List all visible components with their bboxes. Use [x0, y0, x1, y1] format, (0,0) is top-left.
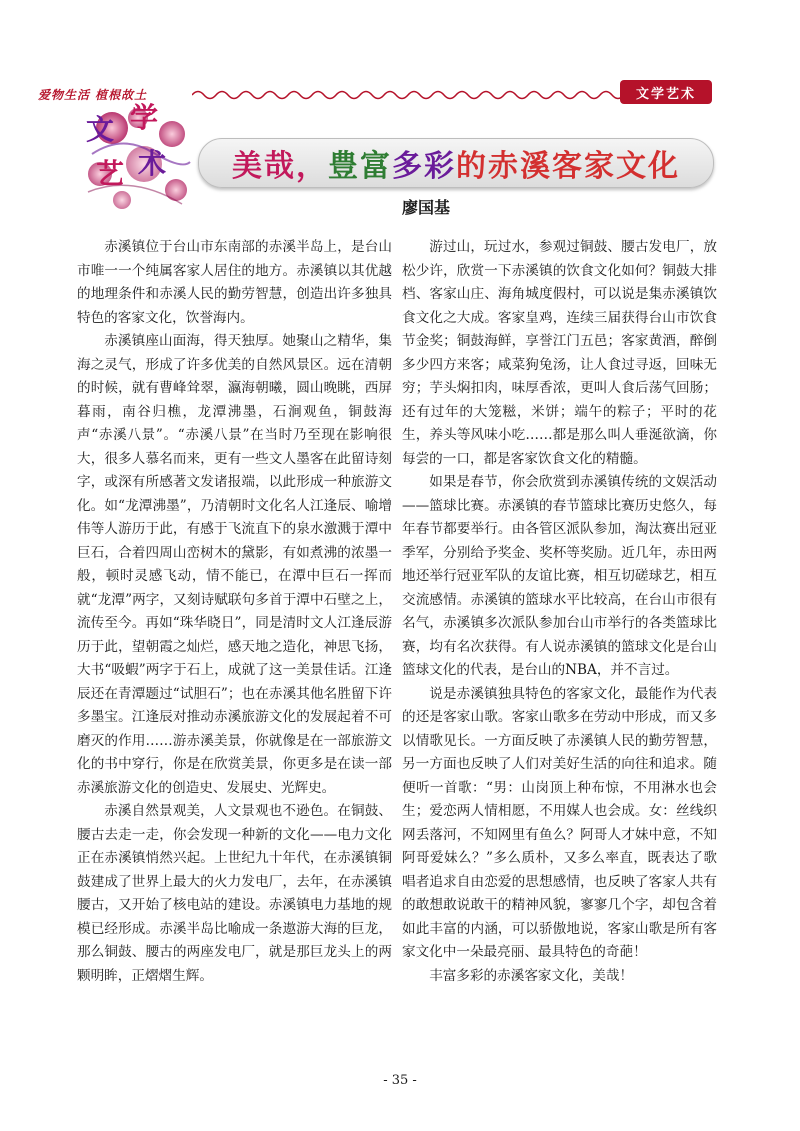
deco-char-2: 学: [130, 101, 159, 134]
section-badge: 文学艺术: [620, 80, 712, 104]
article-title: [199, 139, 713, 187]
header-wave-divider: [192, 88, 624, 102]
header-slogan: 爱物生活 植根故土: [38, 88, 148, 102]
title-part-1: 美哉，: [232, 149, 328, 184]
title-part-2: 豊富: [328, 149, 392, 184]
paragraph: 赤溪自然景观美，人文景观也不逊色。在铜鼓、腰古去走一走，你会发现一种新的文化——电力文化正在赤溪镇悄然兴起。上世纪九十年代，在赤溪镇铜鼓建成了世界上最大的火力发电厂，去年，在赤溪镇腰古，又开始了核电站的建设。赤溪镇电力基地的规模已经形成。赤溪半岛比喻成一条遨游大海的巨龙，那么铜鼓、腰古的两座发电厂，就是那巨龙头上的两颗明眸，正熠熠生辉。: [77, 803, 392, 984]
paragraph: 赤溪镇位于台山市东南部的赤溪半岛上，是台山市唯一一个纯属客家人居住的地方。赤溪镇以其优越的地理条件和赤溪人民的勤劳智慧，创造出许多独具特色的客家文化，饮誉海内。: [77, 239, 392, 326]
article-author: 廖国基: [402, 198, 451, 217]
title-part-3: 多彩: [392, 149, 456, 184]
article-title-bar: [198, 138, 714, 188]
paragraph: 游过山，玩过水，参观过铜鼓、腰古发电厂，放松少许，欣赏一下赤溪镇的饮食文化如何？铜鼓大排档、客家山庄、海角城度假村，可以说是集赤溪镇饮食文化之大成。客家皇鸡，连续三届获得台山市饮食节金奖；铜鼓海鲜，享誉江门五邑；客家黄酒，醉倒多少四方来客；咸菜狗兔汤，让人食过寻返，回味无穷；芋头焖扣肉，味厚香浓，更叫人食后荡气回肠；还有过年的大笼糍，米饼；端午的粽子；平时的花生，养头等风味小吃……都是那么叫人垂涎欲滴，你每尝的一口，都是客家饮食文化的精髓。: [402, 239, 717, 467]
deco-char-3: 艺: [96, 157, 125, 190]
paragraph: 说是赤溪镇独具特色的客家文化，最能作为代表的还是客家山歌。客家山歌多在劳动中形成，而又多以情歌见长。一方面反映了赤溪镇人民的勤劳智慧，另一方面也反映了人们对美好生活的向往和追求。随便听一首歌：“男：山岗顶上种布惊，不用淋水也会生；爱恋两人情相愿，不用媒人也会成。女：丝线织网丢落河，不知网里有鱼么？阿哥人才妹中意，不知阿哥爱妹么？”多么质朴，又多么率直，既表达了歌唱者追求自由恋爱的思想感情，也反映了客家人共有的敢想敢说敢干的精神风貌，寥寥几个字，却包含着如此丰富的内涵，可以骄傲地说，客家山歌是所有客家文化中一朵最亮丽、最具特色的奇葩！: [402, 685, 717, 960]
paragraph: 赤溪镇座山面海，得天独厚。她聚山之精华，集海之灵气，形成了许多优美的自然风景区。远在清朝的时候，就有曹峰耸翠，瀛海朝曦，圆山晚眺，西屏暮雨，南谷归樵，龙潭沸墨，石涧观鱼，铜鼓海声“赤溪八景”。“赤溪八景”在当时乃至现在影响很大，很多人慕名而来，更有一些文人墨客在此留诗刻字，或深有所感著文发诸报端，以此形成一种旅游文化。如“龙潭沸墨”，乃清朝时文化名人江逢辰、喻增伟等人游历于此，有感于飞流直下的泉水激溅于潭中巨石，合着四周山峦树木的黛影，有如煮沸的浓墨一般，顿时灵感飞动，情不能已，在潭中巨石一挥而就“龙潭”两字，又刻诗赋联句多首于潭中石壁之上，流传至今。再如“珠华晓日”，同是清时文人江逢辰游历于此，望朝霞之灿烂，感天地之造化，神思飞扬，大书“吸蝦”两字于石上，成就了这一美景佳话。江逢辰还在青潭题过“试胆石”；也在赤溪其他名胜留下许多墨宝。江逢辰对推动赤溪旅游文化的发展起着不可磨灭的作用……游赤溪美景，你就像是在一部旅游文化的书中穿行，你是在欣赏美景，你更多是在读一部赤溪旅游文化的创造史、发展史、光辉史。: [77, 333, 392, 796]
paragraph: 丰富多彩的赤溪客家文化，美哉！: [429, 967, 634, 984]
left-column: [77, 236, 392, 988]
title-part-4: 的赤溪客家文化: [456, 149, 680, 184]
page-number: - 35 -: [383, 1073, 417, 1088]
right-column: [402, 236, 717, 988]
paragraph: 如果是春节，你会欣赏到赤溪镇传统的文娱活动——篮球比赛。赤溪镇的春节篮球比赛历史悠久，每年春节都要举行。由各管区派队参加，淘汰赛出冠亚季军，分别给予奖金、奖杯等奖励。近几年，赤田两地还举行冠亚军队的友谊比赛，相互切磋球艺，相互交流感情。赤溪镇的篮球水平比较高，在台山市很有名气，赤溪镇多次派队参加台山市举行的各类篮球比赛，均有名次获得。有人说赤溪镇的篮球文化是台山篮球文化的代表，是台山的NBA，并不言过。: [402, 474, 717, 678]
deco-char-1: 文: [86, 113, 115, 146]
deco-char-4: 术: [138, 147, 167, 180]
